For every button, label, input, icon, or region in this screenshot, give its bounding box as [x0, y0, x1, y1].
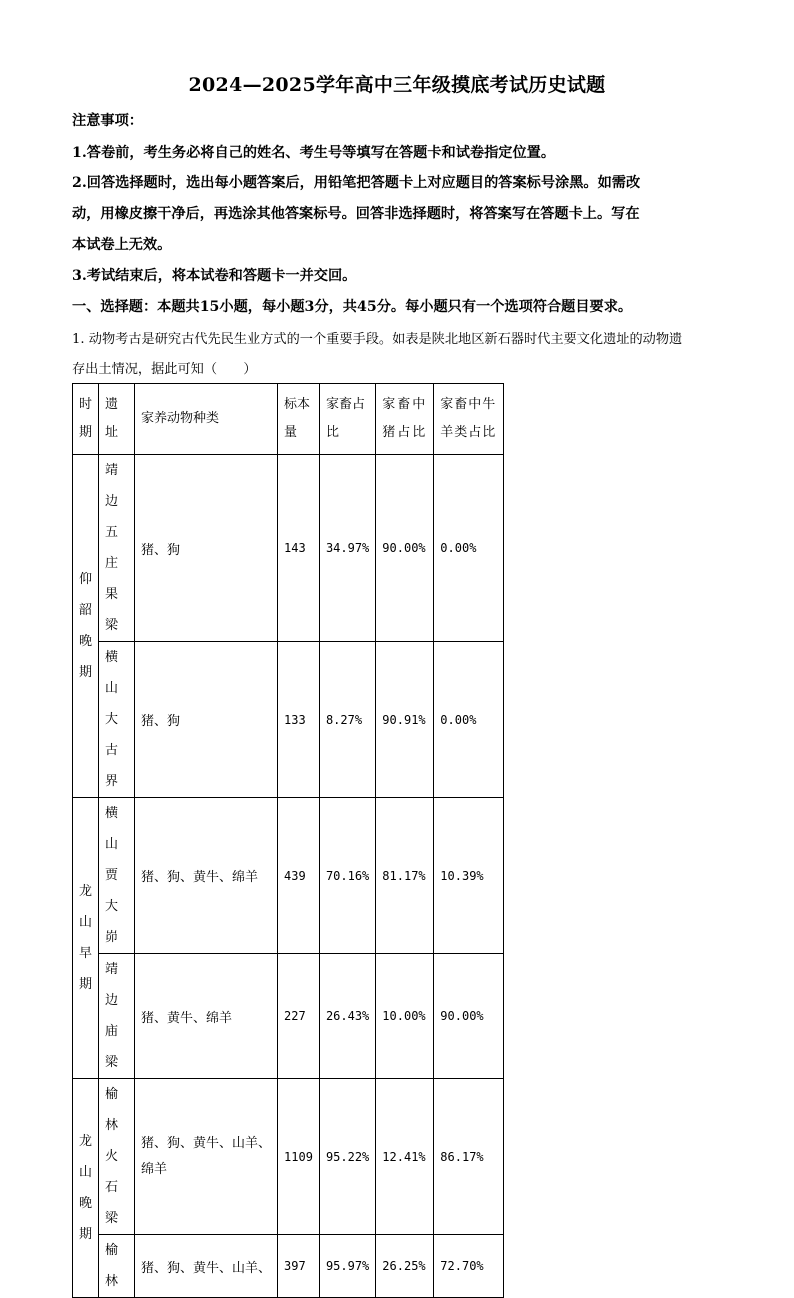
site-cell: 榆林火石梁: [99, 1079, 135, 1235]
domestic-ratio-cell: 8.27%: [319, 642, 375, 798]
period-cell: 龙山早期: [73, 798, 99, 1079]
pig-ratio-cell: 90.91%: [376, 642, 434, 798]
sample-cell: 133: [278, 642, 320, 798]
table-row: [73, 798, 504, 954]
cattle-sheep-ratio-cell: 0.00%: [434, 642, 504, 798]
pig-ratio-cell: 10.00%: [376, 954, 434, 1079]
pig-ratio-cell: 81.17%: [376, 798, 434, 954]
table-row: [73, 1079, 504, 1235]
note-item-2-line-1: 2.回答选择题时，选出每小题答案后，用铅笔把答题卡上对应题目的答案标号涂黑。如需改: [72, 175, 641, 191]
header-site: 遗址: [99, 384, 135, 455]
question-1-stem-line-1: 1. 动物考古是研究古代先民生业方式的一个重要手段。如表是陕北地区新石器时代主要文化遗址的动物遗: [72, 332, 683, 347]
pig-ratio-cell: 90.00%: [376, 455, 434, 642]
header-pig-ratio: 家畜中猪占比: [376, 384, 434, 455]
species-cell: 猪、狗、黄牛、山羊、绵羊: [135, 1079, 278, 1235]
table-row: [73, 455, 504, 642]
sample-cell: 227: [278, 954, 320, 1079]
header-sample: 标本量: [278, 384, 320, 455]
site-cell: 横山贾大峁: [99, 798, 135, 954]
cattle-sheep-ratio-cell: 72.70%: [434, 1235, 504, 1298]
cattle-sheep-ratio-cell: 86.17%: [434, 1079, 504, 1235]
note-item-2-line-2: 动，用橡皮擦干净后，再选涂其他答案标号。回答非选择题时，将答案写在答题卡上。写在: [72, 206, 640, 222]
site-cell: 靖边五庄果梁: [99, 455, 135, 642]
domestic-ratio-cell: 95.22%: [319, 1079, 375, 1235]
header-species: 家养动物种类: [135, 384, 278, 455]
species-cell: 猪、狗: [135, 455, 278, 642]
cattle-sheep-ratio-cell: 90.00%: [434, 954, 504, 1079]
pig-ratio-cell: 26.25%: [376, 1235, 434, 1298]
species-cell: 猪、黄牛、绵羊: [135, 954, 278, 1079]
species-cell: 猪、狗、黄牛、绵羊: [135, 798, 278, 954]
domestic-ratio-cell: 70.16%: [319, 798, 375, 954]
section-heading: 一、选择题：本题共15小题，每小题3分，共45分。每小题只有一个选项符合题目要求。: [72, 299, 633, 315]
cattle-sheep-ratio-cell: 0.00%: [434, 455, 504, 642]
domestic-ratio-cell: 26.43%: [319, 954, 375, 1079]
table-row: [73, 1235, 504, 1298]
sample-cell: 143: [278, 455, 320, 642]
species-cell: 猪、狗、黄牛、山羊、: [135, 1235, 278, 1298]
domestic-ratio-cell: 34.97%: [319, 455, 375, 642]
pig-ratio-cell: 12.41%: [376, 1079, 434, 1235]
domestic-ratio-cell: 95.97%: [319, 1235, 375, 1298]
cattle-sheep-ratio-cell: 10.39%: [434, 798, 504, 954]
note-item-1: 1.答卷前，考生务必将自己的姓名、考生号等填写在答题卡和试卷指定位置。: [72, 145, 556, 161]
notes-heading: 注意事项：: [72, 113, 143, 129]
header-period: 时期: [73, 384, 99, 455]
site-cell: 靖边庙梁: [99, 954, 135, 1079]
period-cell: 龙山晚期: [73, 1079, 99, 1298]
header-cattle-sheep-ratio: 家畜中牛羊类占比: [434, 384, 504, 455]
note-item-3: 3.考试结束后，将本试卷和答题卡一并交回。: [72, 268, 357, 284]
species-cell: 猪、狗: [135, 642, 278, 798]
animal-remains-table: [72, 383, 504, 1298]
note-item-2-line-3: 本试卷上无效。: [72, 237, 172, 253]
sample-cell: 1109: [278, 1079, 320, 1235]
period-cell: 仰韶晚期: [73, 455, 99, 798]
sample-cell: 397: [278, 1235, 320, 1298]
table-row: [73, 642, 504, 798]
question-1-stem-line-2: 存出土情况，据此可知（ ）: [72, 362, 257, 377]
site-cell: 横山大古界: [99, 642, 135, 798]
header-domestic-ratio: 家畜占比: [319, 384, 375, 455]
site-cell: 榆林: [99, 1235, 135, 1298]
sample-cell: 439: [278, 798, 320, 954]
table-header-row: [73, 384, 504, 455]
exam-title: 2024—2025学年高中三年级摸底考试历史试题: [188, 74, 606, 96]
table-row: [73, 954, 504, 1079]
